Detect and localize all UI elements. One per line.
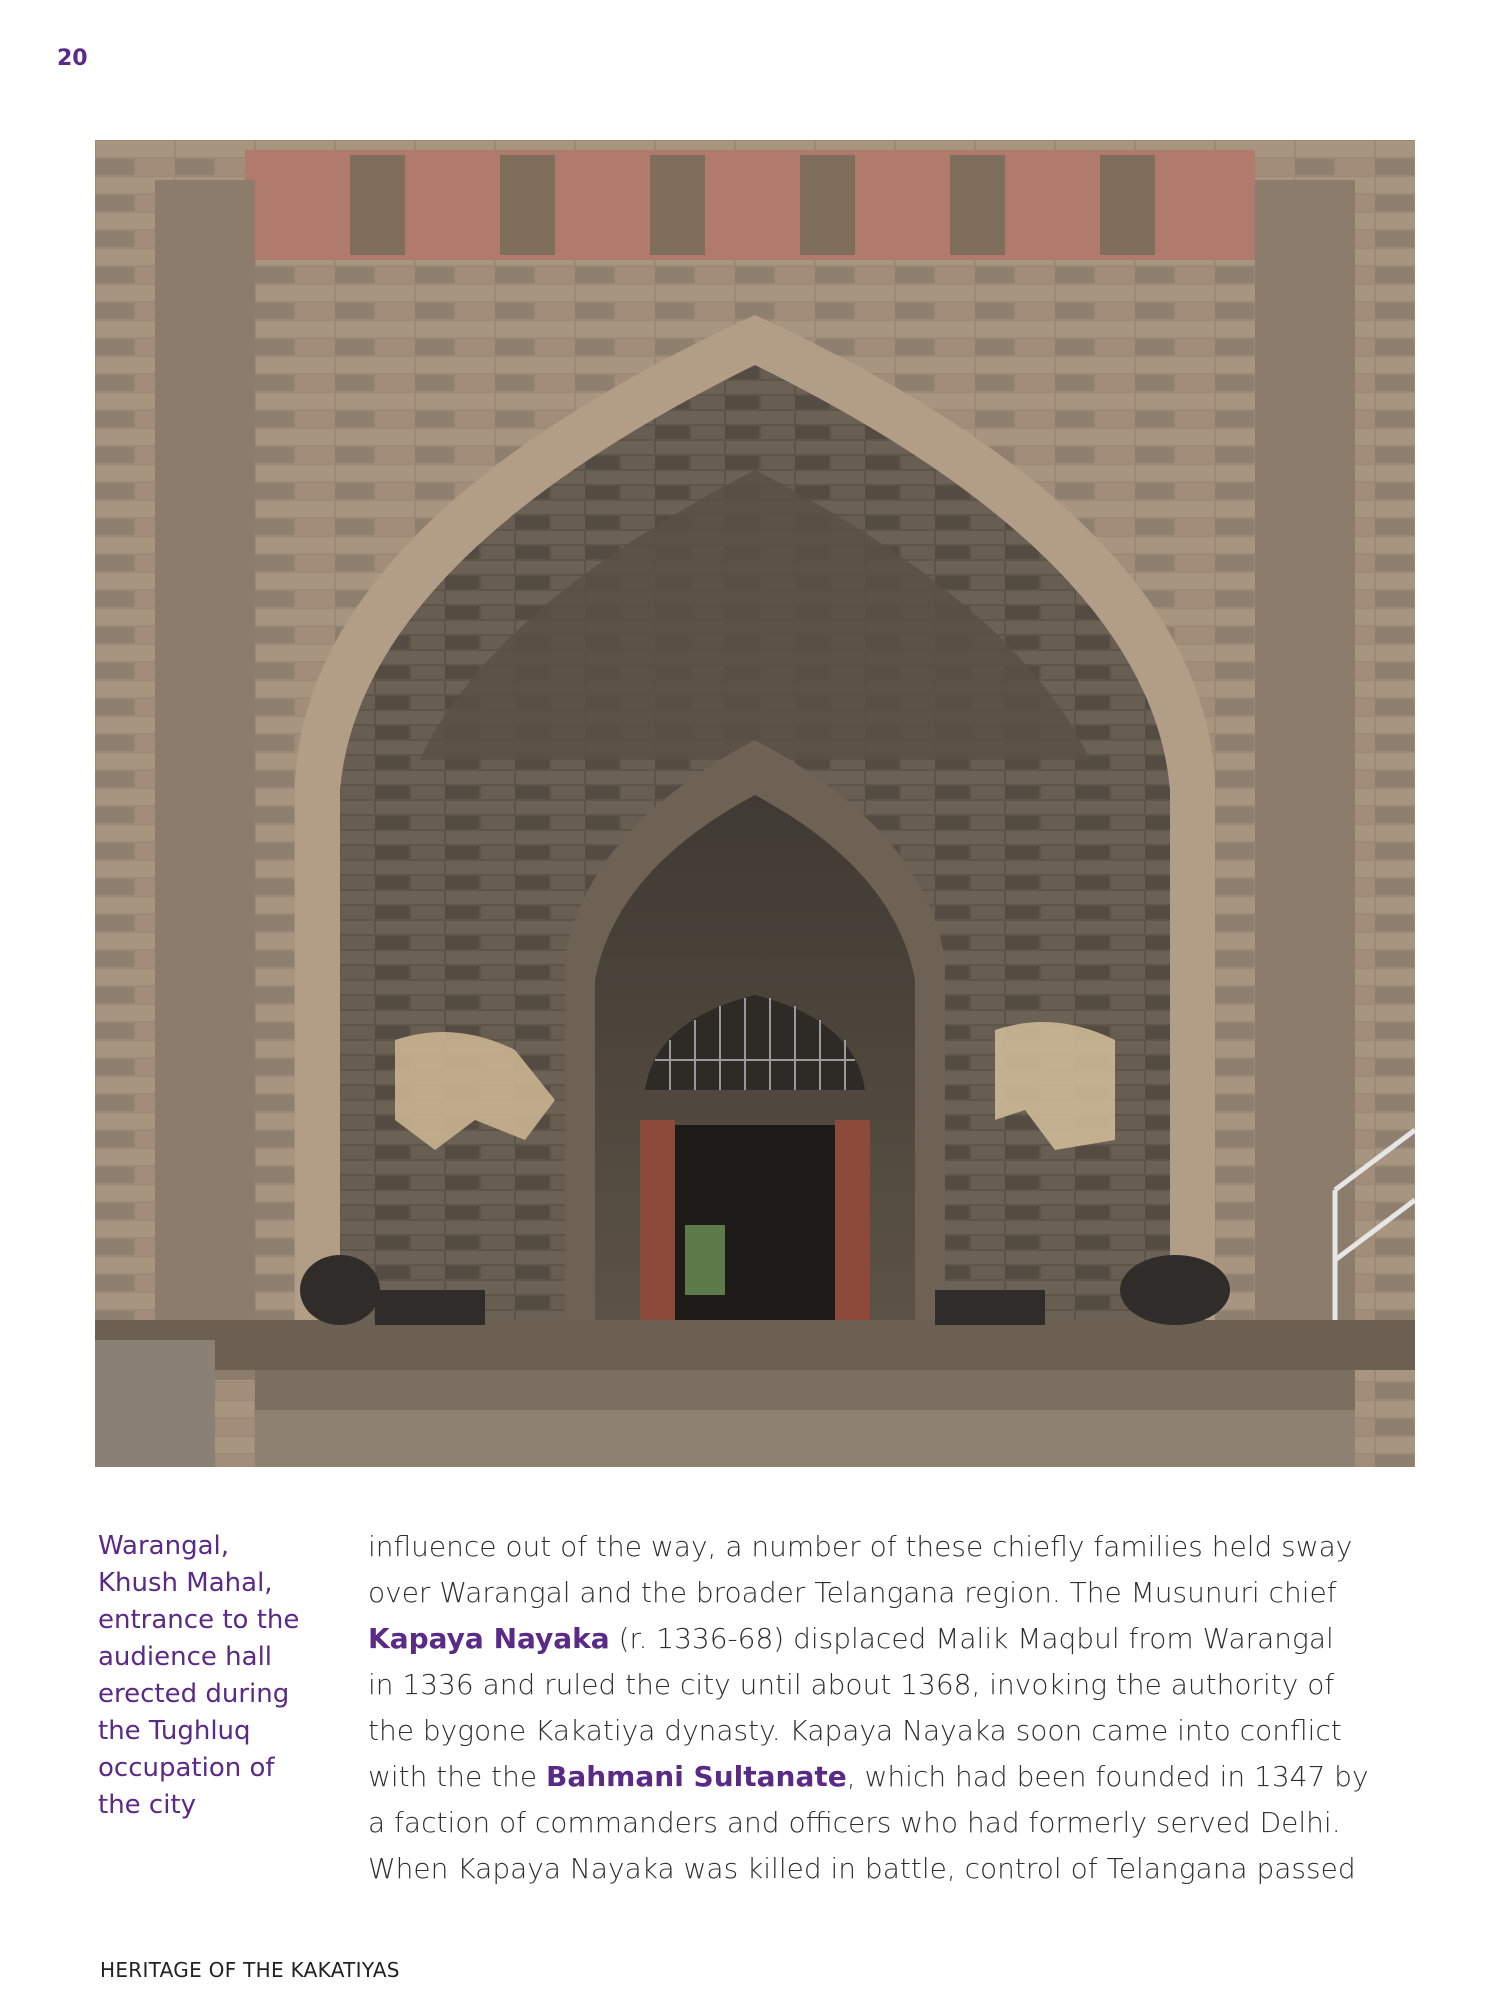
body-line: in 1336 and ruled the city until about 1368, invoking the authority of bbox=[368, 1668, 1335, 1701]
term-bahmani-sultanate: Bahmani Sultanate bbox=[546, 1760, 847, 1793]
page-number: 20 bbox=[57, 46, 88, 71]
body-line bbox=[368, 1754, 1428, 1800]
body-paragraph bbox=[368, 1524, 1428, 1892]
caption-line: erected during bbox=[98, 1679, 290, 1709]
arch-illustration bbox=[95, 140, 1415, 1467]
caption-line: Warangal, bbox=[98, 1531, 230, 1561]
caption-line: the Tughluq bbox=[98, 1716, 251, 1746]
term-kapaya-nayaka: Kapaya Nayaka bbox=[368, 1622, 610, 1655]
photo-caption bbox=[98, 1528, 318, 1824]
body-line: the bygone Kakatiya dynasty. Kapaya Nayaka soon came into conflict bbox=[368, 1714, 1342, 1747]
caption-line: audience hall bbox=[98, 1642, 273, 1672]
khush-mahal-photo bbox=[95, 140, 1415, 1467]
caption-line: Khush Mahal, bbox=[98, 1568, 273, 1598]
body-line-rest: , which had been founded in 1347 by bbox=[846, 1760, 1369, 1793]
body-line-rest: (r. 1336-68) displaced Malik Maqbul from Warangal bbox=[609, 1622, 1334, 1655]
caption-line: the city bbox=[98, 1790, 197, 1820]
body-line: over Warangal and the broader Telangana region. The Musunuri chief bbox=[368, 1576, 1337, 1609]
caption-line: entrance to the bbox=[98, 1605, 300, 1635]
caption-line: occupation of bbox=[98, 1753, 275, 1783]
body-line: a faction of commanders and officers who had formerly served Delhi. bbox=[368, 1806, 1341, 1839]
body-line: influence out of the way, a number of these chiefly families held sway bbox=[368, 1530, 1353, 1563]
body-line bbox=[368, 1616, 1428, 1662]
running-footer: HERITAGE OF THE KAKATIYAS bbox=[100, 1958, 400, 1982]
body-line: When Kapaya Nayaka was killed in battle, control of Telangana passed bbox=[368, 1852, 1356, 1885]
body-line-pre: with the the bbox=[368, 1760, 547, 1793]
